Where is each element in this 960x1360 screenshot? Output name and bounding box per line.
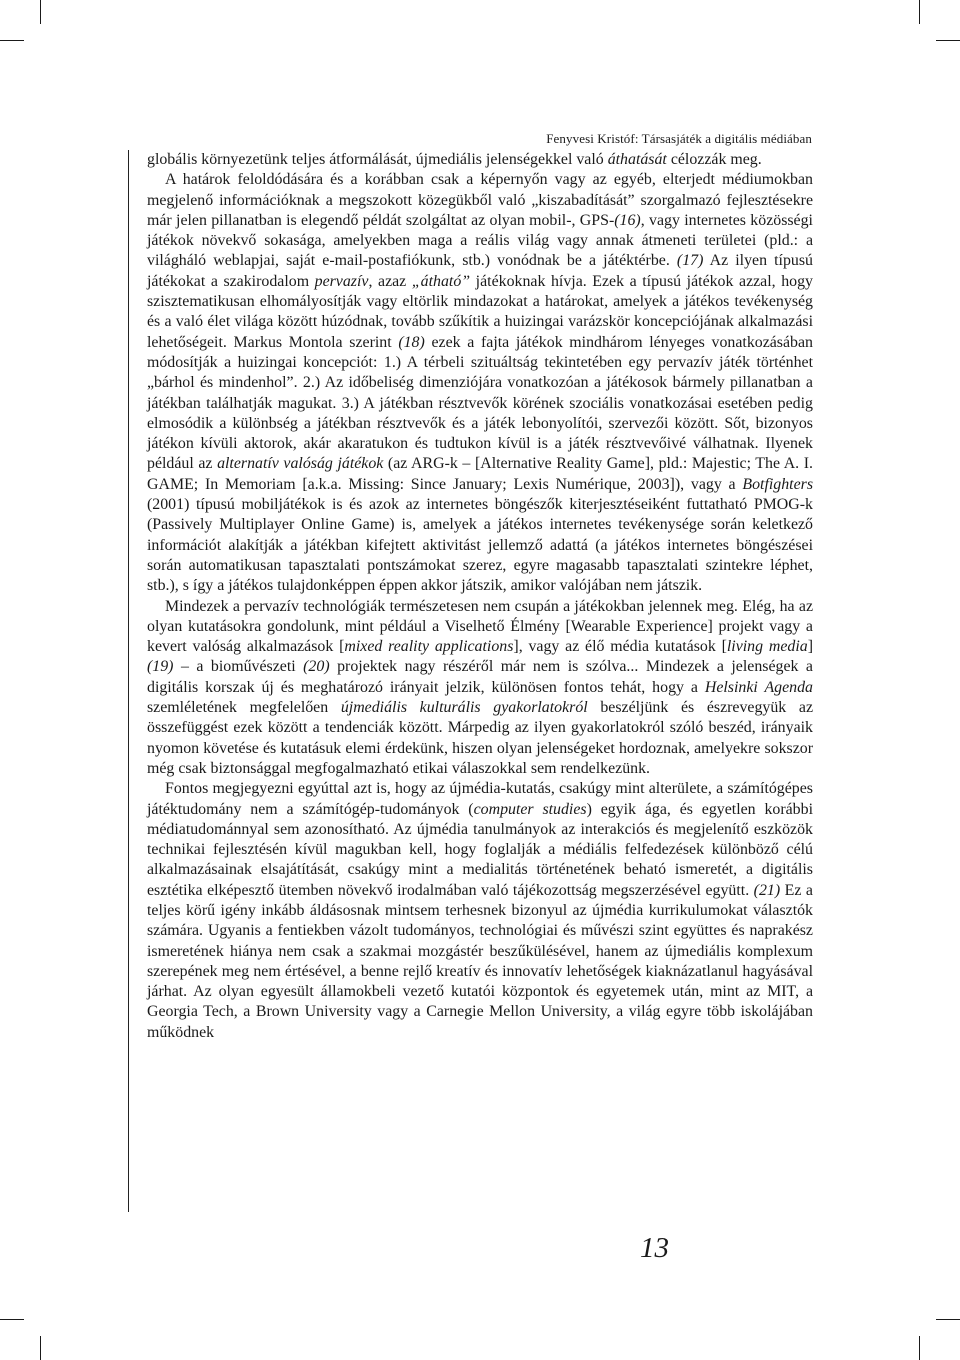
page-number: 13	[640, 1232, 669, 1264]
italic-run: alternatív valóság játékok	[217, 455, 384, 473]
crop-mark-bottom-right	[919, 1336, 920, 1360]
italic-run: (21)	[753, 881, 781, 899]
text-run: Mindezek a pervazív technológiák természetesen nem csupán a játékokban jelennek meg. Elég, ha az olyan kutatásokra gondolunk, mint például a Viselhető Élmény [Wearable Experience] projekt vagy a kevert valóság alkalmazások [	[147, 597, 813, 656]
text-run: beszéljünk és észrevegyük az összefüggést ezek között a tendenciák között. Márpedig az ilyen gyakorlatokról szóló beszéd, irányaik nyomon követése és kutatásuk elemi érdekünk, hiszen olyan jelenségeket hordoznak, amelyekre sokszor még csak biztonsággal megfogalmazható etikai válaszokkal sem rendelkezünk.	[147, 699, 814, 777]
text-run: Fontos megjegyezni egyúttal azt is, hogy az újmédia-kutatás, csakúgy mint alterülete, a számítógépes játéktudomány nem a számítógép-tudományok (	[147, 780, 813, 818]
italic-run: áthatását	[607, 151, 667, 168]
text-run: ) egyik ága, és egyetlen korábbi médiatudománnyal sem azonosítható. Az újmédia tanulmányok az interakciós és megjelenítő eszközök technikai fejlesztésén kívül magukban kell, hogy foglalják a médiális felfedezések különböző célú alkalmazásainak elsajátítását, csakúgy mint a medialitás történetének beható ismeretét, a digitális esztétika elképesztő ütemben növekvő irodalmában való tájékozottság megszerzésével együtt.	[147, 800, 813, 899]
text-run: , vagy internetes közösségi játékok növekvő sokasága, amelyekben maga a reális világ vagy annak átmeneti területei (pld.: a világháló weblapjai, saját e-mail-postafiókunk, stb.) vonódnak be a játéktérbe.	[147, 211, 813, 270]
italic-run: living media	[726, 638, 808, 656]
text-run: ezek a fajta játékok mindhárom lényeges vonatkozásában módosítják a huizingai koncepciót: 1.) A térbeli szituáltság tekintetében egy pervazív játék történhet „bárhol és mindenhol”. 2.) Az időbeliség dimenziójára vonatkozóan a játékosok bármely pillanatban a játékban találhatják magukat. 3.) A játékban résztvevők körének szociális vonatkozásai esetében pedig elmosódik a különbség a játékban résztvevők és a játék lebonyolítói, szervezői között. Sőt, bizonyos játékon kívüli aktorok, akár akaratukon és tudtukon kívül is a játék résztvevőivé válhatnak. Ilyenek például az	[147, 333, 813, 473]
italic-run: Helsinki Agenda	[704, 678, 813, 696]
crop-mark-right-bottom	[936, 1319, 960, 1320]
italic-run: computer studies	[473, 800, 587, 818]
text-run: (az ARG-k – [Alternative Reality Game], pld.: Majestic; The A. I. GAME; In Memoriam [a.k.a. Missing: Since January; Lexis Numérique, 2003]), vagy a	[147, 455, 814, 493]
text-run: A határok feloldódására és a korábban csak a képernyőn vagy az egyéb, elterjedt médiumokban megjelenő információknak a megszokott közegükből való „kiszabadítását” szorgalmazó fejlesztésekre már jelen pillanatban is elegendő példát szolgáltat az olyan mobil-, GPS-	[147, 171, 813, 229]
running-header: Fenyvesi Kristóf: Társasjáték a digitális médiában	[546, 131, 812, 146]
italic-run: „átható”	[411, 272, 471, 290]
text-run: ]	[807, 638, 813, 656]
crop-mark-top-right	[919, 0, 920, 24]
italic-run: mixed reality applications	[344, 638, 514, 656]
italic-run: pervazív	[314, 272, 369, 290]
text-run: (2001) típusú mobiljátékok is és azok az internetes böngészők kiterjesztéseiként futtatható PMOG-k (Passively Multiplayer Online Game) is, amelyek a játékos internetes tevékenysége során keletkező információt alakítják a játékban kifejtett aktivitást jellemző adattá (a játékos internetes böngészései során automatikusan tapasztalati pontszámokat szerez, egyre magasabb tapasztalati szintekre léphet, stb.), s így a játékos tulajdonképpen éppen akkor játszik, amikor valójában nem játszik.	[147, 496, 813, 595]
paragraph	[147, 170, 813, 596]
crop-mark-right-top	[936, 40, 960, 41]
paragraph	[147, 150, 813, 170]
italic-run: (19)	[147, 658, 174, 676]
text-run: ], vagy az élő média kutatások [	[513, 638, 727, 656]
paragraph	[147, 597, 813, 780]
text-run: szemléletének megfelelően	[147, 699, 341, 717]
italic-run: (20)	[303, 658, 330, 676]
italic-run: újmediális kulturális gyakorlatokról	[340, 699, 588, 717]
italic-run: (16)	[614, 211, 641, 229]
text-run: játékoknak hívja. Ezek a típusú játékok azzal, hogy szisztematikusan elhomályosítják vagy eltörlik mindazokat a határokat, amelyek a játékos tevékenység és a való élet világa között húzódnak, tovább szűkítik a huizingai varázskör koncepciójának alkalmazási lehetőségeit. Markus Montola szerint	[147, 272, 813, 351]
italic-run: (17)	[676, 252, 704, 270]
text-run: Az ilyen típusú játékokat a szakirodalom	[147, 252, 813, 290]
margin-rule	[128, 150, 129, 1212]
italic-run: Botfighters	[742, 475, 813, 493]
text-run: , azaz	[368, 272, 412, 290]
crop-mark-top-left	[40, 0, 41, 24]
text-run: – a bioművészeti	[173, 658, 304, 676]
text-run: globális környezetünk teljes átformálását, újmediális jelenségekkel való	[147, 151, 608, 168]
text-run: Ez a teljes körű igény inkább áldásosnak mintsem terhesnek bizonyul az újmédia kurrikulumokat választók számára. Ugyanis a fentiekben vázolt tudományos, technológiai és művészi szint együttes és naprakész ismeretének hiánya nem csak a szakmai mozgástér beszűkülésével, hanem az újmediális komplexum szerepének meg nem értésével, a benne rejlő kreatív és innovatív lehetőségek kiaknázatlanul hagyásával járhat. Az olyan egyesült államokbeli vezető kutatói központok és egyetemek után, mint az MIT, a Georgia Tech, a Brown University vagy a Carnegie Mellon University, a világ egyre több iskolájában működnek	[147, 881, 813, 1041]
body-text	[147, 150, 813, 1043]
text-run: célozzák meg.	[666, 151, 762, 168]
italic-run: (18)	[398, 333, 425, 351]
crop-mark-bottom-left	[40, 1336, 41, 1360]
text-run: projektek nagy részéről már nem is szólva... Mindezek a jelenségek a digitális korszak új és meghatározó irányait jelzik, különösen fontos tehát, hogy a	[147, 658, 813, 696]
crop-mark-left-top	[0, 40, 24, 41]
paragraph	[147, 779, 813, 1043]
crop-mark-left-bottom	[0, 1319, 24, 1320]
